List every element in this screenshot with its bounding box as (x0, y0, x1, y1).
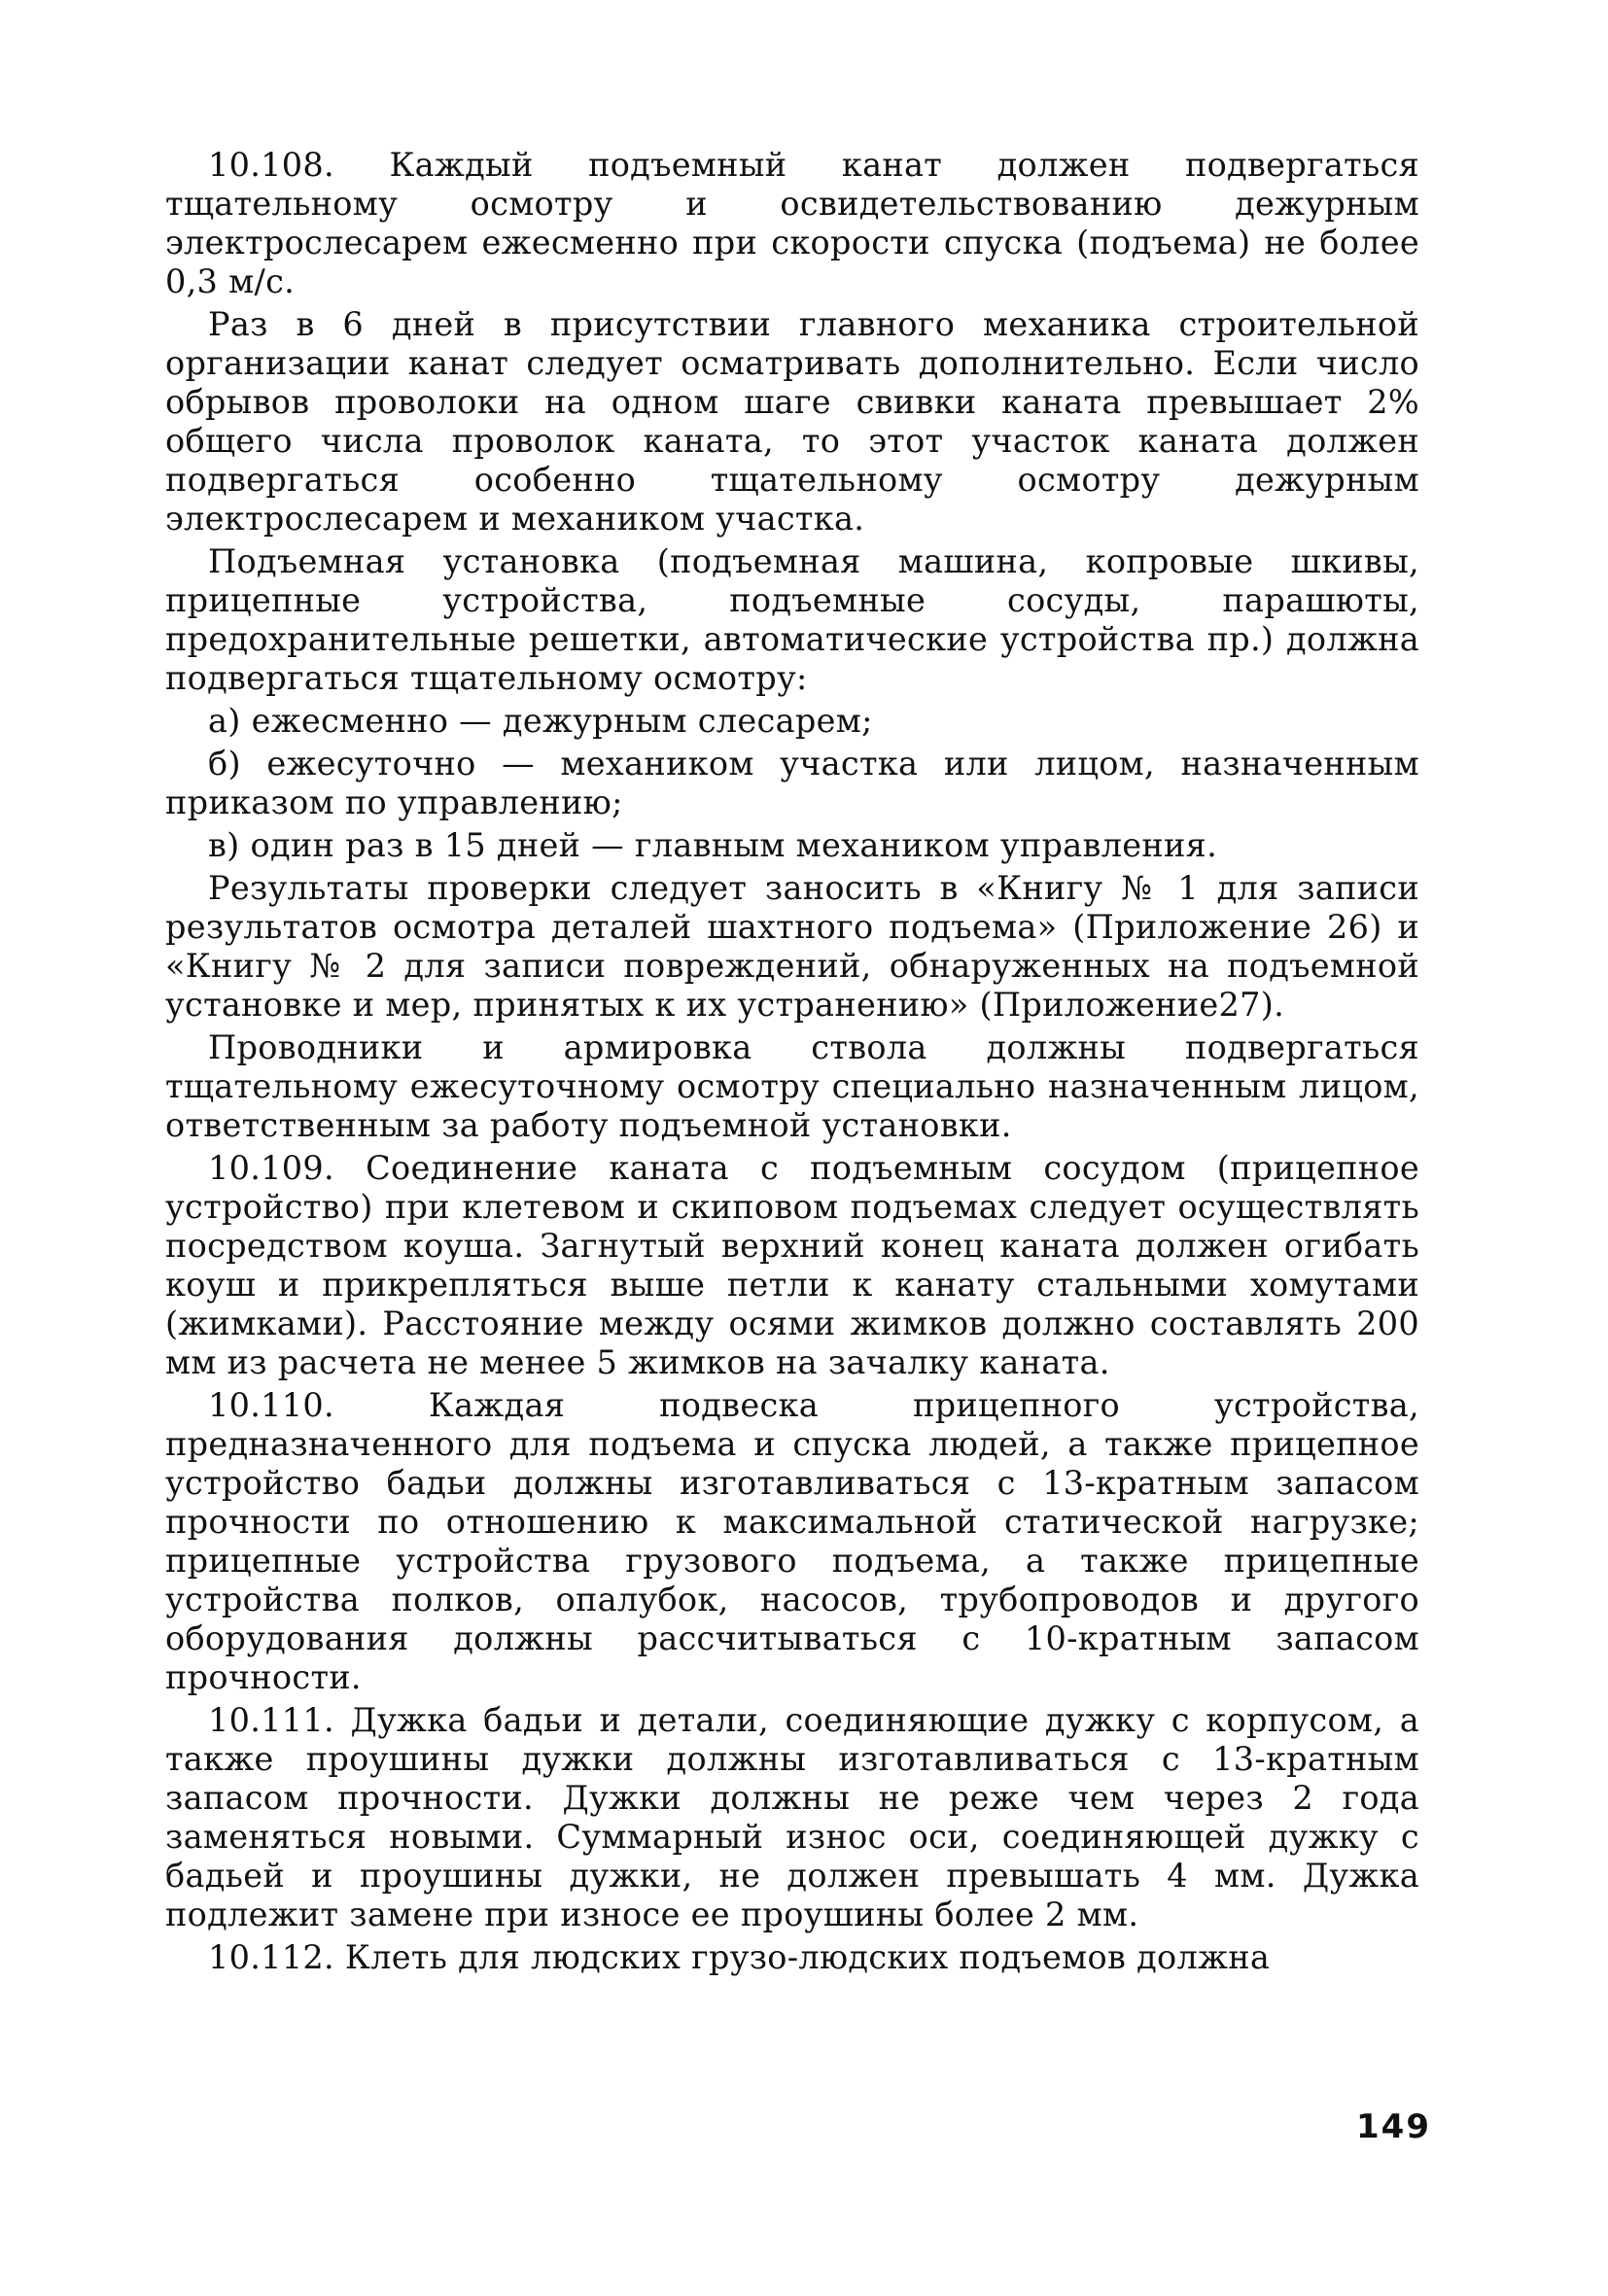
paragraph-rope-inspection-6-days: Раз в 6 дней в присутствии главного механика строительной организации канат следует осматривать дополнительно. Если число обрывов проволоки на одном шаге свивки каната превышает 2% общего числа проволок каната, то этот участок каната должен подвергаться особенно тщательному осмотру дежурным электрослесарем и механиком участка. (165, 305, 1419, 538)
paragraph-guides-and-shaft: Проводники и армировка ствола должны подвергаться тщательному ежесуточному осмотру специально назначенным лицом, ответственным за работу подъемной установки. (165, 1028, 1419, 1144)
paragraph-10-109: 10.109. Соединение каната с подъемным сосудом (прицепное устройство) при клетевом и скиповом подъемах следует осуществлять посредством коуша. Загнутый верхний конец каната должен огибать коуш и прикрепляться выше петли к канату стальными хомутами (жимками). Расстояние между осями жимков должно составлять 200 мм из расчета не менее 5 жимков на зачалку каната. (165, 1149, 1419, 1381)
list-item-b: б) ежесуточно — механиком участка или лицом, назначенным приказом по управлению; (165, 745, 1419, 821)
paragraph-hoist-installation: Подъемная установка (подъемная машина, копровые шкивы, прицепные устройства, подъемные сосуды, парашюты, предохранительные решетки, автоматические устройства пр.) должна подвергаться тщательному осмотру: (165, 542, 1419, 697)
list-item-v: в) один раз в 15 дней — главным механиком управления. (208, 826, 1218, 864)
paragraph-10-111: 10.111. Дужка бадьи и детали, соединяющие дужку с корпусом, а также проушины дужки должны изготавливаться с 13-кратным запасом прочности. Дужки должны не реже чем через 2 года заменяться новыми. Суммарный износ оси, соединяющей дужку с бадьей и проушины дужки, не должен превышать 4 мм. Дужка подлежит замене при износе ее проушины более 2 мм. (165, 1701, 1419, 1933)
page-number: 149 (1356, 2107, 1431, 2146)
page-body (165, 146, 1419, 1981)
paragraph-inspection-results: Результаты проверки следует заносить в «Книгу № 1 для записи результатов осмотра деталей шахтного подъема» (Приложение 26) и «Книгу № 2 для записи повреждений, обнаруженных на подъемной установке и мер, принятых к их устранению» (Приложение27). (165, 869, 1419, 1024)
list-item-a: а) ежесменно — дежурным слесарем; (208, 702, 873, 740)
paragraph-10-108: 10.108. Каждый подъемный канат должен подвергаться тщательному осмотру и освидетельствованию дежурным электрослесарем ежесменно при скорости спуска (подъема) не более 0,3 м/с. (165, 146, 1419, 300)
paragraph-10-112: 10.112. Клеть для людских грузо-людских подъемов должна (208, 1938, 1271, 1976)
paragraph-10-110: 10.110. Каждая подвеска прицепного устройства, предназначенного для подъема и спуска людей, а также прицепное устройство бадьи должны изготавливаться с 13-кратным запасом прочности по отношению к максимальной статической нагрузке; прицепные устройства грузового подъема, а также прицепные устройства полков, опалубок, насосов, трубопроводов и другого оборудования должны рассчитываться с 10-кратным запасом прочности. (165, 1386, 1419, 1696)
